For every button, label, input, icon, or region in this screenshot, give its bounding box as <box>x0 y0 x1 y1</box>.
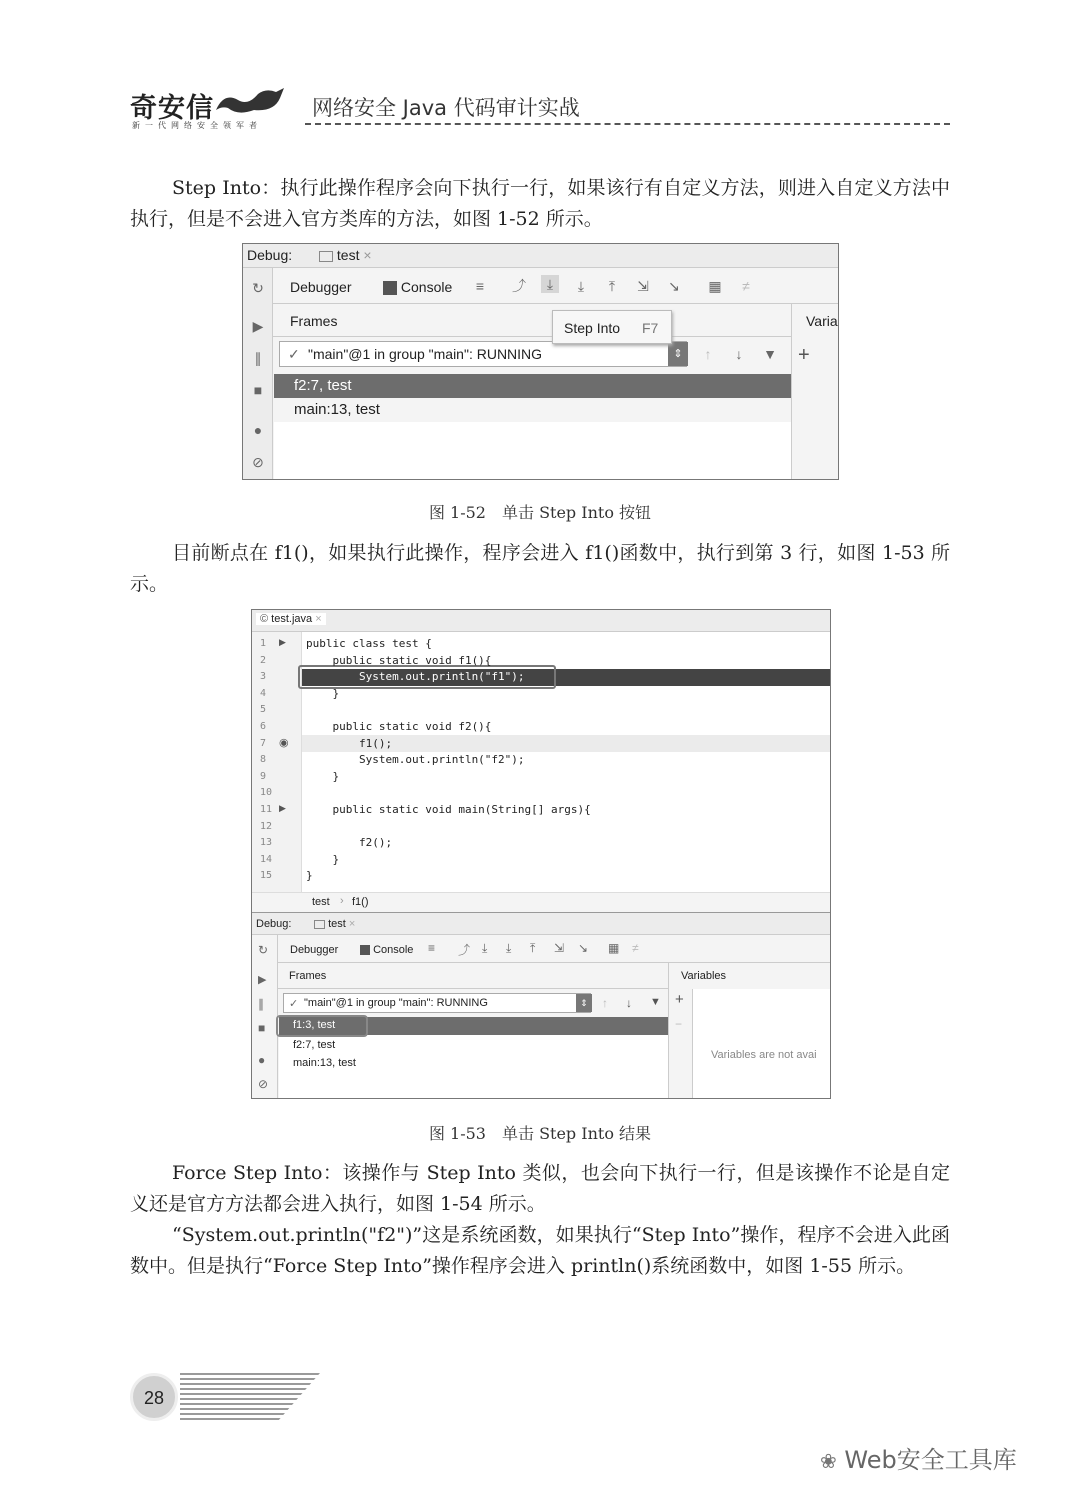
force-step-into-icon[interactable]: ⤓ <box>577 278 585 294</box>
close-icon[interactable]: × <box>348 918 356 930</box>
code-line <box>252 802 831 819</box>
step-into-icon[interactable]: ⤓ <box>506 941 512 955</box>
chevron-updown-icon[interactable]: ⇕ <box>668 342 688 366</box>
run-to-cursor-icon[interactable]: ↘ <box>578 941 589 955</box>
line-number: 2 <box>260 654 267 666</box>
rerun-icon[interactable]: ↻ <box>258 943 269 957</box>
remove-watch-icon[interactable]: − <box>675 1017 683 1031</box>
code-text: System.out.println("f1"); <box>306 670 525 684</box>
paragraph-system-function: “System.out.println("f2")”这是系统函数，如果执行“Step Into”操作，程序不会进入此函数中。但是执行“Force Step Into”操作程序会进入 println()系统函数中，如图 1-55 所示。 <box>130 1224 950 1277</box>
step-out-icon[interactable]: ⤒ <box>608 278 616 294</box>
code-text: public static void main(String[] args){ <box>306 802 591 816</box>
variables-empty-message: Variables are not avai <box>711 1049 817 1061</box>
code-line <box>252 868 831 885</box>
file-tab-label: test.java <box>271 613 313 625</box>
page-number-decoration <box>180 1373 320 1421</box>
filter-icon[interactable]: ▼ <box>763 346 777 362</box>
frame-label: main:13, test <box>294 401 380 418</box>
breadcrumb-class[interactable]: test <box>312 896 330 908</box>
code-line <box>252 769 831 786</box>
tab-debugger[interactable]: Debugger <box>290 279 352 295</box>
drop-frame-icon[interactable]: ⇲ <box>554 941 565 955</box>
code-text: public static void f2(){ <box>306 719 492 733</box>
code-line <box>252 819 831 836</box>
publisher-logo: 奇安信 <box>130 93 214 124</box>
drop-frame-icon[interactable]: ⇲ <box>637 278 649 294</box>
line-number: 15 <box>260 870 273 882</box>
code-line <box>252 719 831 736</box>
down-arrow-icon[interactable]: ↓ <box>735 346 743 362</box>
tab-test[interactable] <box>319 247 372 263</box>
debug-label: Debug: <box>256 918 292 930</box>
logo-tagline: 新一代网络安全领军者 <box>132 121 262 130</box>
figure-1-52 <box>242 243 839 480</box>
paragraph-breakpoint: 目前断点在 f1()，如果执行此操作，程序会进入 f1()函数中，执行到第 3 行，如图 1-53 所示。 <box>130 542 950 595</box>
trace-icon[interactable]: ≠ <box>632 941 639 955</box>
line-number: 11 <box>260 803 273 815</box>
step-out-icon[interactable]: ⤒ <box>530 941 536 955</box>
code-editor[interactable] <box>252 636 831 885</box>
wechat-icon: ❀ <box>820 1449 837 1473</box>
variables-header: Variables <box>681 970 727 982</box>
thread-value: "main"@1 in group "main": RUNNING <box>304 997 488 1009</box>
line-number: 1 <box>260 638 267 649</box>
step-into-icon[interactable]: ⤓ <box>541 275 559 293</box>
check-icon: ✓ <box>289 998 299 1010</box>
resume-icon[interactable]: ▶ <box>252 318 264 334</box>
tab-test-label: test <box>336 247 360 263</box>
line-number: 13 <box>260 837 273 849</box>
code-text: } <box>306 686 340 700</box>
logo-mark <box>214 86 288 116</box>
frame-row[interactable] <box>279 1055 668 1073</box>
code-line <box>252 785 831 802</box>
tab-console-label: Console <box>373 944 414 956</box>
code-text: System.out.println("f2"); <box>306 753 525 767</box>
code-text: public static void f1(){ <box>306 653 492 667</box>
view-breakpoints-icon[interactable]: ● <box>253 422 263 438</box>
code-text: f2(); <box>306 836 393 850</box>
breakpoint-icon[interactable]: ◉ <box>279 737 289 749</box>
line-number: 4 <box>260 687 267 699</box>
java-file-icon: © <box>260 613 269 625</box>
filter-icon[interactable]: ▼ <box>650 996 661 1008</box>
code-text: } <box>306 852 340 866</box>
frames-header: Frames <box>289 970 327 982</box>
check-icon: ✓ <box>288 346 300 362</box>
frames-header: Frames <box>290 313 338 329</box>
caption-1-52: 图 1-52 单击 Step Into 按钮 <box>428 503 652 522</box>
frame-row[interactable] <box>279 1037 668 1055</box>
line-number: 8 <box>260 754 267 766</box>
watermark <box>820 1440 1017 1475</box>
console-icon <box>360 945 370 955</box>
pause-icon[interactable]: ∥ <box>254 350 262 366</box>
run-icon[interactable]: ▶ <box>279 803 286 813</box>
code-line <box>252 653 831 670</box>
tab-debugger[interactable]: Debugger <box>290 944 339 956</box>
code-line <box>252 702 831 719</box>
pause-icon[interactable]: ∥ <box>258 997 264 1011</box>
paragraph-force-step-into: Force Step Into：该操作与 Step Into 类似，也会向下执行一行，但是该操作不论是自定义还是官方方法都会进入执行，如图 1-54 所示。 <box>130 1162 950 1215</box>
thread-value: "main"@1 in group "main": RUNNING <box>308 346 543 362</box>
code-text: f1(); <box>306 736 393 750</box>
code-line <box>252 852 831 869</box>
line-number: 5 <box>260 704 267 716</box>
caption-1-53: 图 1-53 单击 Step Into 结果 <box>428 1124 652 1143</box>
up-arrow-icon[interactable]: ↑ <box>704 346 712 362</box>
stop-icon[interactable]: ■ <box>253 382 263 398</box>
tab-test[interactable] <box>314 918 355 930</box>
tab-file-icon <box>319 251 333 262</box>
page-number: 28 <box>130 1373 178 1421</box>
breadcrumb <box>252 892 831 912</box>
chevron-updown-icon[interactable]: ⇕ <box>576 994 592 1012</box>
line-number: 9 <box>260 770 267 782</box>
thread-selector[interactable] <box>279 341 687 367</box>
evaluate-icon[interactable]: ▦ <box>708 278 722 294</box>
tooltip-shortcut: F7 <box>642 320 659 336</box>
menu-icon[interactable]: ≡ <box>428 941 436 955</box>
view-breakpoints-icon[interactable]: ● <box>258 1053 266 1067</box>
frame-highlight-box <box>276 1015 368 1037</box>
debug-label: Debug: <box>247 247 293 263</box>
menu-icon[interactable]: ≡ <box>475 278 485 294</box>
code-line <box>252 669 831 686</box>
watermark-text: Web安全工具库 <box>844 1446 1017 1474</box>
close-icon[interactable]: × <box>363 247 372 263</box>
line-number: 3 <box>260 671 267 683</box>
book-title: 网络安全 Java 代码审计实战 <box>312 96 580 120</box>
add-watch-icon[interactable]: + <box>798 344 810 366</box>
close-icon[interactable]: × <box>315 613 322 625</box>
paragraph-step-into: Step Into：执行此操作程序会向下执行一行，如果该行有自定义方法，则进入自定义方法中执行，但是不会进入官方类库的方法，如图 1-52 所示。 <box>130 177 950 230</box>
frame-label: f2:7, test <box>294 377 352 394</box>
show-execution-point-icon[interactable]: ⤴ <box>458 943 471 957</box>
evaluate-icon[interactable]: ▦ <box>608 941 620 955</box>
header-divider <box>305 123 950 125</box>
variables-header: Varia <box>806 313 838 329</box>
breadcrumb-method[interactable]: f1() <box>352 896 369 908</box>
trace-icon[interactable]: ≠ <box>742 278 750 294</box>
rerun-icon[interactable]: ↻ <box>252 280 264 296</box>
frame-label: main:13, test <box>293 1057 356 1069</box>
code-line <box>252 736 831 753</box>
frame-row[interactable] <box>274 374 791 398</box>
code-text: } <box>306 769 340 783</box>
mute-breakpoints-icon[interactable]: ⊘ <box>258 1077 269 1091</box>
figure-1-53 <box>251 609 831 1099</box>
code-line <box>252 686 831 703</box>
code-line <box>252 752 831 769</box>
step-over-icon[interactable]: ⤓ <box>482 941 488 955</box>
tooltip-label: Step Into <box>564 320 621 336</box>
file-tab[interactable] <box>256 613 326 625</box>
code-text: } <box>306 869 313 883</box>
line-number: 6 <box>260 720 267 732</box>
line-number: 10 <box>260 787 273 799</box>
code-line <box>252 835 831 852</box>
show-execution-point-icon[interactable]: ⤴ <box>512 278 526 294</box>
add-watch-icon[interactable]: + <box>675 991 684 1008</box>
tab-console[interactable] <box>360 944 413 956</box>
run-icon[interactable]: ▶ <box>279 637 286 647</box>
console-icon <box>383 281 397 295</box>
code-text: public class test { <box>306 637 432 650</box>
down-arrow-icon[interactable]: ↓ <box>626 996 632 1010</box>
run-to-cursor-icon[interactable]: ↘ <box>668 278 680 294</box>
code-line <box>252 636 831 653</box>
frame-label: f1:3, test <box>293 1019 336 1031</box>
step-into-tooltip <box>552 310 672 344</box>
chevron-right-icon: › <box>340 895 344 907</box>
frame-label: f2:7, test <box>293 1039 336 1051</box>
tab-test-label: test <box>328 918 346 930</box>
frame-row[interactable] <box>274 398 791 422</box>
tab-console-label: Console <box>400 279 453 295</box>
up-arrow-icon[interactable]: ↑ <box>602 996 608 1010</box>
thread-selector[interactable] <box>283 993 591 1013</box>
line-number: 14 <box>260 853 273 865</box>
line-number: 7 <box>260 737 267 749</box>
resume-icon[interactable]: ▶ <box>258 974 267 986</box>
line-number: 12 <box>260 820 273 832</box>
tab-file-icon <box>314 920 325 929</box>
mute-breakpoints-icon[interactable]: ⊘ <box>252 454 264 470</box>
stop-icon[interactable]: ■ <box>258 1021 266 1035</box>
tab-console[interactable] <box>383 279 452 295</box>
